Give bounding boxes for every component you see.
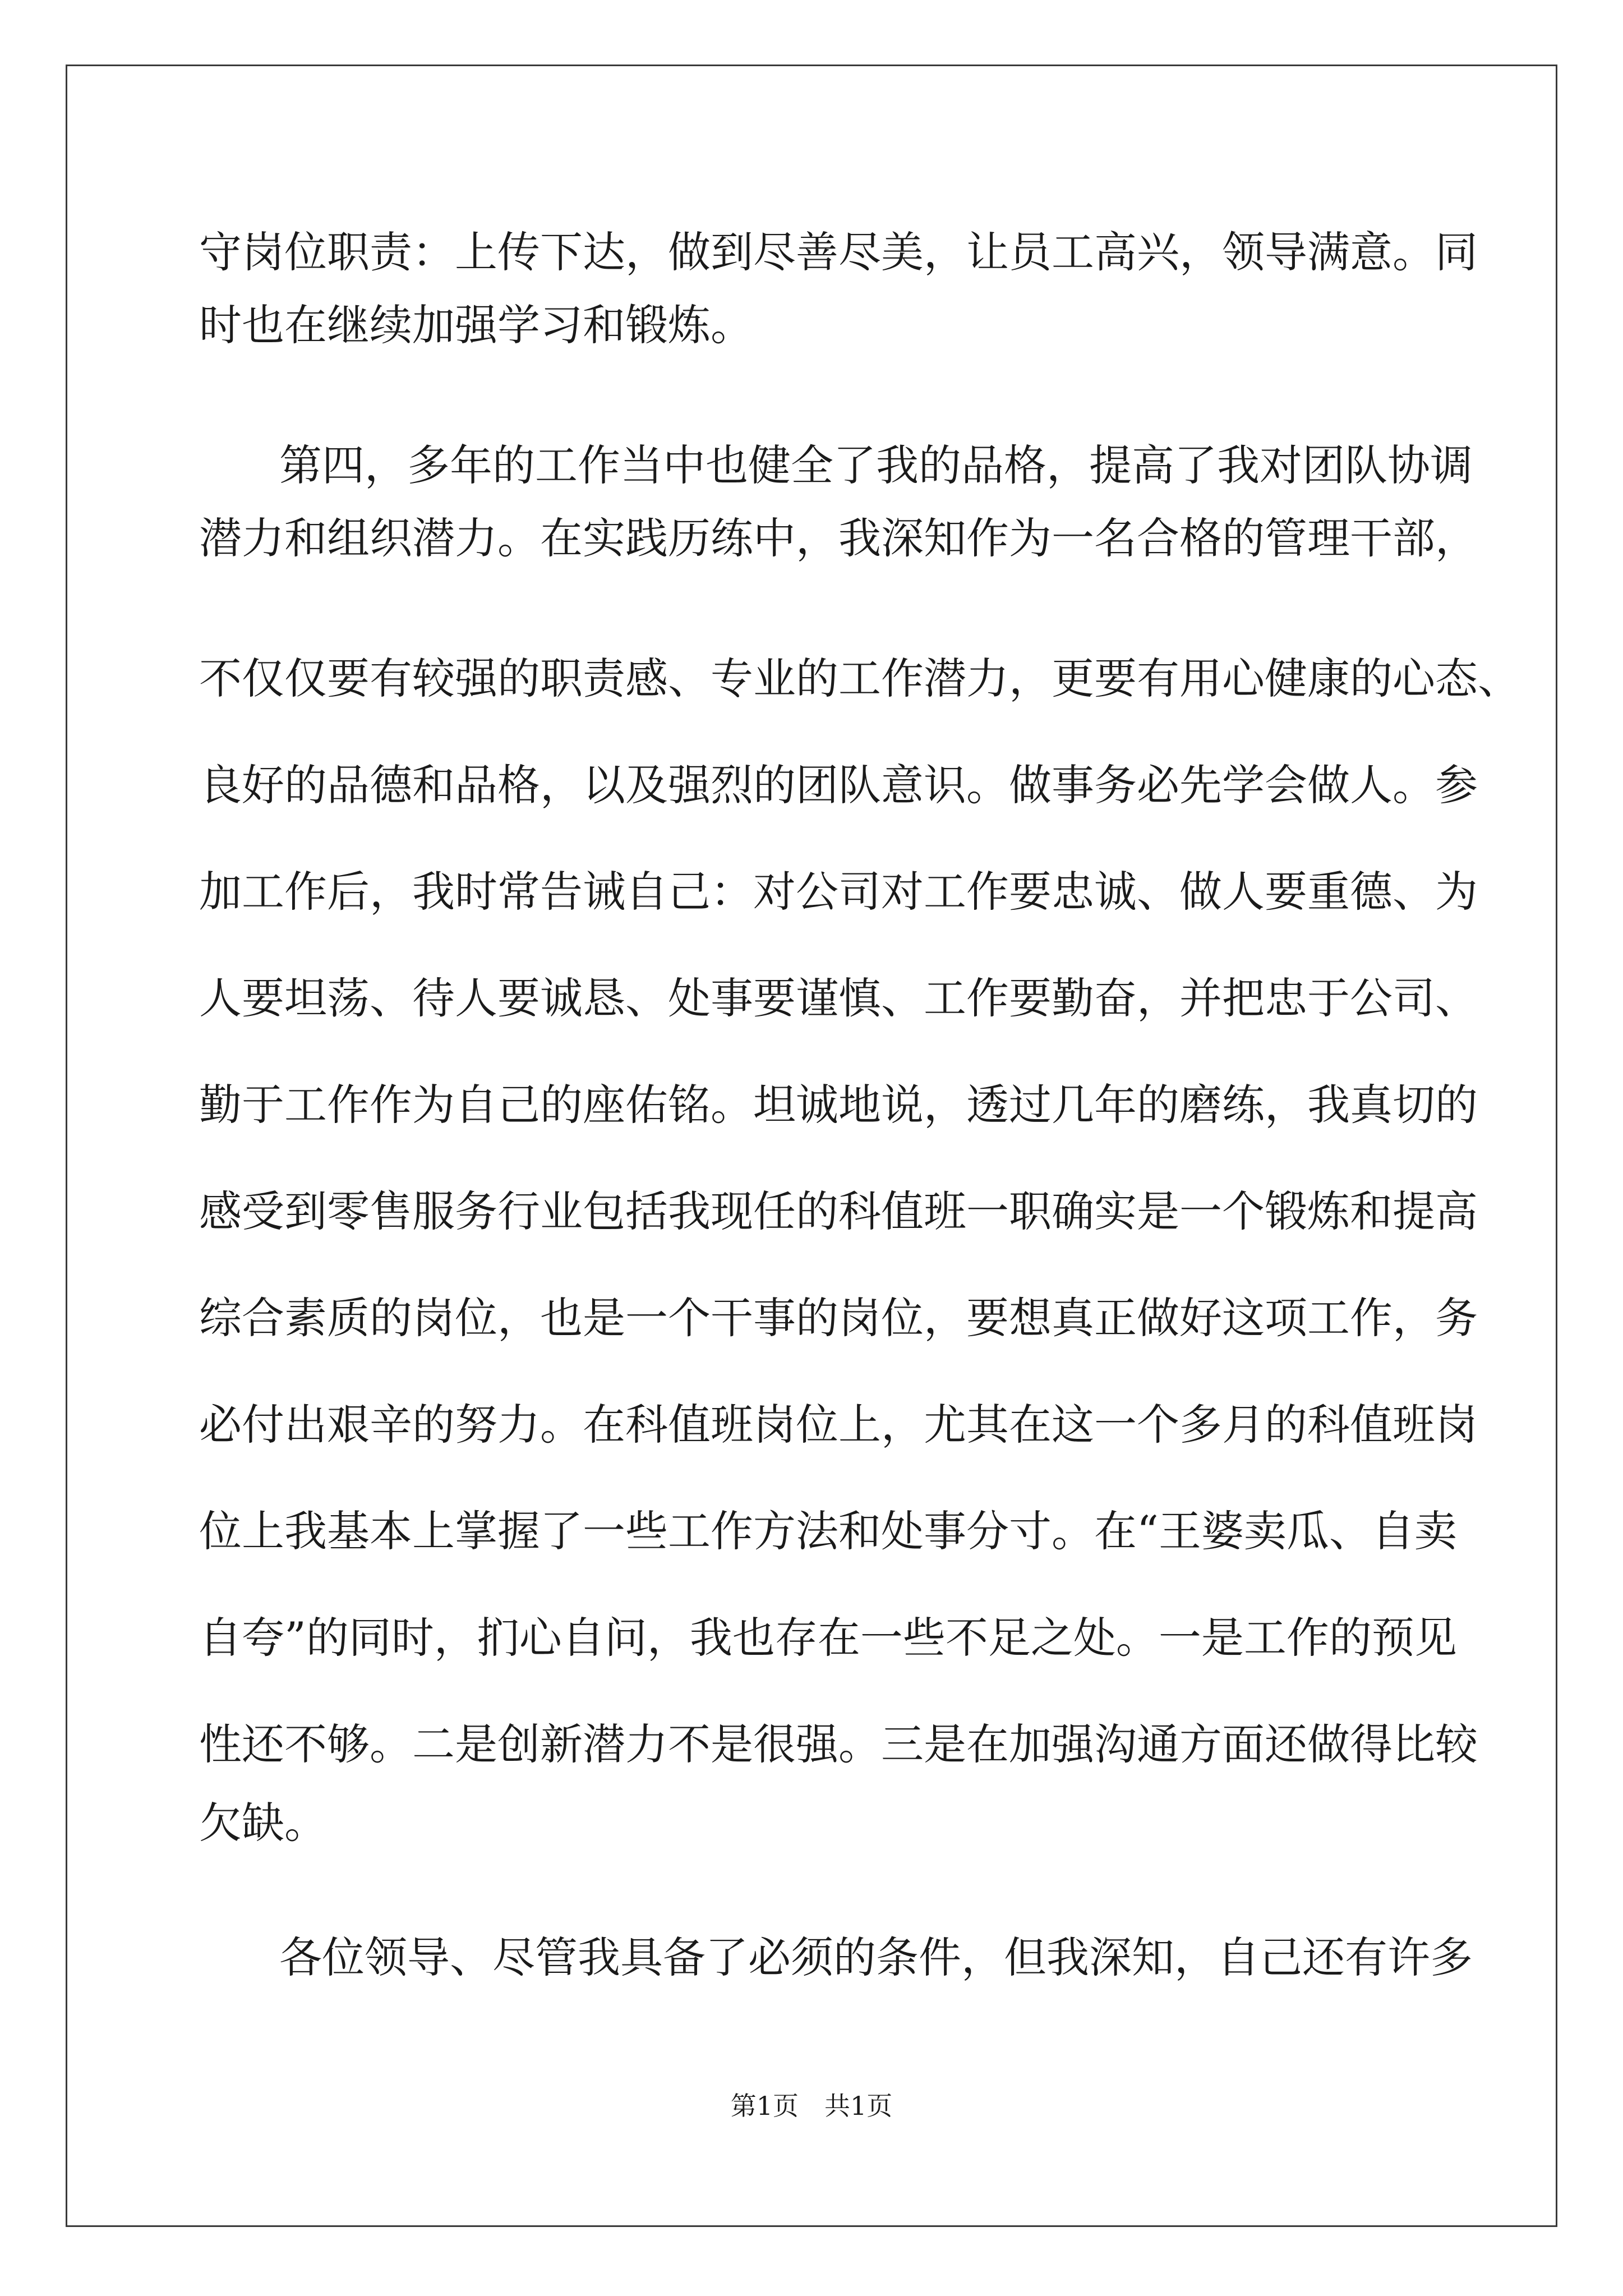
- paragraph-line: 不仅仅要有较强的职责感、专业的工作潜力，更要有用心健康的心态、: [199, 654, 1520, 703]
- page-border: [66, 65, 1557, 2227]
- paragraph-line: 守岗位职责：上传下达，做到尽善尽美，让员工高兴，领导满意。同: [199, 227, 1478, 277]
- paragraph-line: 各位领导、尽管我具备了必须的条件，但我深知，自己还有许多: [279, 1932, 1473, 1982]
- paragraph-line: 综合素质的岗位，也是一个干事的岗位，要想真正做好这项工作，务: [199, 1293, 1478, 1343]
- paragraph-line: 时也在继续加强学习和锻炼。: [199, 300, 753, 350]
- paragraph-line: 加工作后，我时常告诫自己：对公司对工作要忠诚、做人要重德、为: [199, 867, 1478, 917]
- paragraph-line: 良好的品德和品格，以及强烈的团队意识。做事务必先学会做人。参: [199, 760, 1478, 810]
- paragraph-line: 勤于工作作为自己的座佑铭。坦诚地说，透过几年的磨练，我真切的: [199, 1080, 1478, 1130]
- paragraph-line: 潜力和组织潜力。在实践历练中，我深知作为一名合格的管理干部，: [199, 513, 1478, 563]
- paragraph-line: 位上我基本上掌握了一些工作方法和处事分寸。在“王婆卖瓜、自卖: [199, 1506, 1457, 1556]
- paragraph-line: 欠缺。: [199, 1798, 327, 1848]
- paragraph-line: 人要坦荡、待人要诚恳、处事要谨慎、工作要勤奋，并把忠于公司、: [199, 973, 1478, 1023]
- paragraph-line: 感受到零售服务行业包括我现任的科值班一职确实是一个锻炼和提高: [199, 1186, 1478, 1236]
- paragraph-line: 性还不够。二是创新潜力不是很强。三是在加强沟通方面还做得比较: [199, 1719, 1478, 1769]
- paragraph-line: 第四，多年的工作当中也健全了我的品格，提高了我对团队协调: [279, 440, 1473, 490]
- paragraph-line: 必付出艰辛的努力。在科值班岗位上，尤其在这一个多月的科值班岗: [199, 1400, 1478, 1450]
- paragraph-line: 自夸”的同时，扪心自问，我也存在一些不足之处。一是工作的预见: [199, 1613, 1457, 1663]
- page-footer: 第1页 共1页: [730, 2091, 893, 2121]
